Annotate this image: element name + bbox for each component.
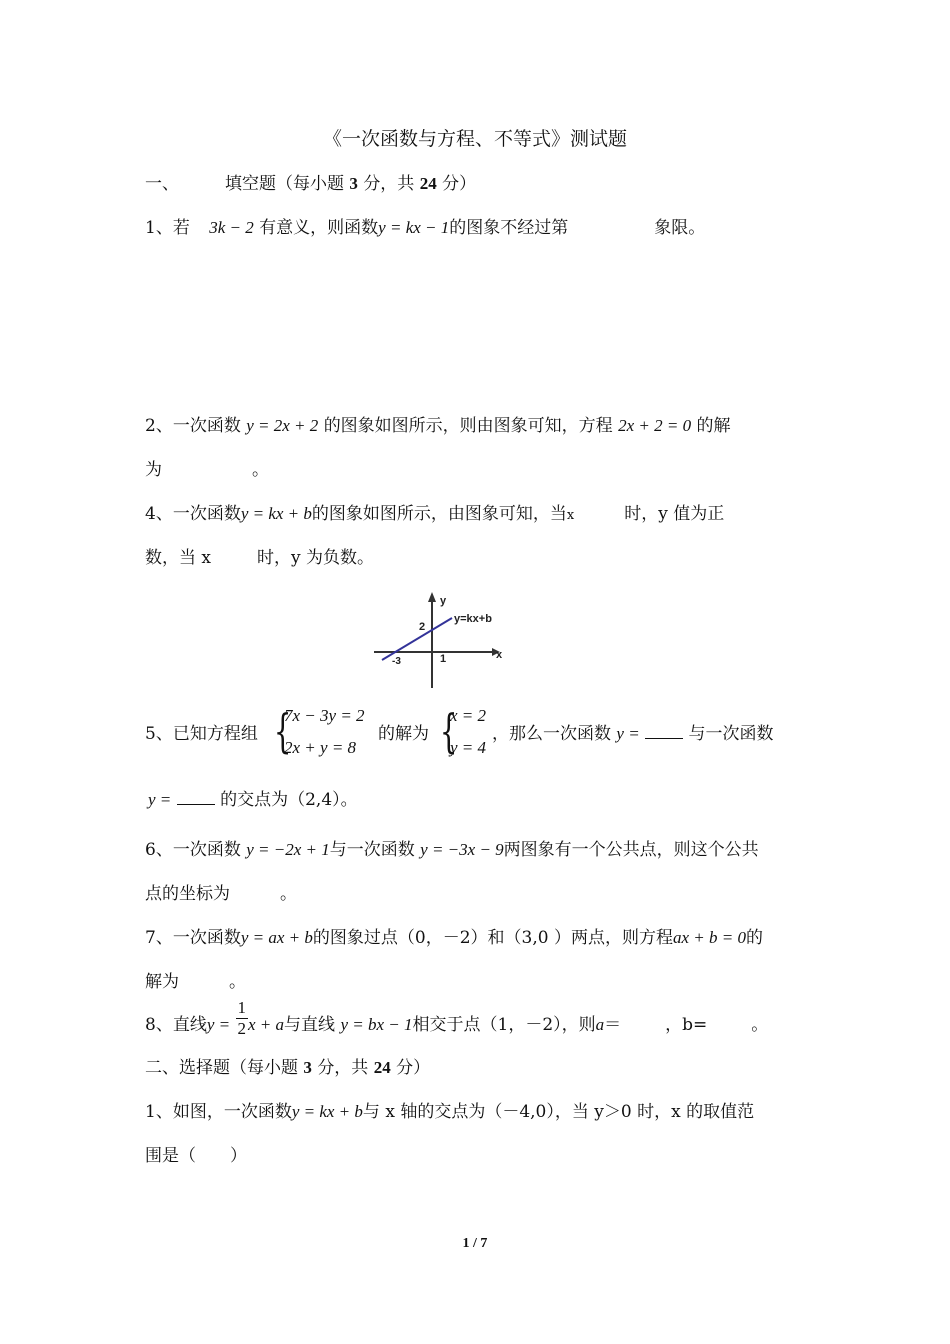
question-5-line-2 bbox=[148, 788, 358, 812]
question-6-line-2 bbox=[145, 882, 297, 906]
q7-equation: ax + b = 0 bbox=[672, 928, 746, 947]
section-label: 填空题（每小题 bbox=[225, 174, 344, 194]
page-number: 1 / 7 bbox=[462, 1236, 488, 1251]
q4-line2-end: 时，y 为负数。 bbox=[257, 548, 375, 568]
y-axis-label: y bbox=[440, 595, 447, 607]
q4-x-label: x bbox=[566, 508, 575, 523]
q2-text-2: 的解 bbox=[696, 416, 731, 436]
choice-question-1 bbox=[145, 1100, 754, 1124]
q5-equation-2: 2x + y = 8 bbox=[284, 738, 357, 757]
q7-text-1: 的图象过点（0，－2）和（3,0 ）两点，则方程 bbox=[312, 928, 673, 948]
x-tick-pos-label: 1 bbox=[440, 653, 447, 665]
q4-text-1: 的图象如图所示，由图象可知，当 bbox=[311, 504, 567, 524]
section-end: 分） bbox=[442, 174, 477, 194]
section-heading-multiple-choice bbox=[145, 1056, 430, 1080]
question-5 bbox=[145, 722, 258, 746]
q5-text-1: 的解为 bbox=[378, 724, 429, 744]
q7-line2-prefix: 解为 bbox=[145, 972, 179, 992]
q6-text-2: 两图象有一个公共点，则这个公共 bbox=[503, 840, 759, 860]
q4-function: y = kx + b bbox=[240, 504, 312, 523]
question-7 bbox=[145, 926, 763, 950]
q2-prefix: 2、一次函数 bbox=[145, 416, 241, 436]
q5-equation-1: 7x − 3y = 2 bbox=[284, 706, 365, 725]
q2-line2-end: 。 bbox=[252, 460, 269, 480]
q2-function: y = 2x + 2 bbox=[246, 416, 319, 435]
linear-function-graph bbox=[368, 588, 508, 692]
c1-line2: 围是（ ） bbox=[145, 1146, 247, 1166]
question-1 bbox=[145, 216, 705, 240]
section2-end: 分） bbox=[396, 1058, 431, 1078]
left-brace: { bbox=[273, 704, 292, 758]
q2-equation: 2x + 2 = 0 bbox=[618, 416, 692, 435]
q1-text-1: 有意义，则函数 bbox=[259, 218, 379, 238]
left-brace: { bbox=[439, 704, 458, 758]
question-8 bbox=[145, 998, 769, 1039]
question-7-line-2 bbox=[145, 970, 246, 994]
q5-blank-2[interactable] bbox=[177, 790, 215, 805]
q5-y-equals-2: y = bbox=[148, 790, 172, 809]
q8-text-2: 相交于点（1，－2），则 bbox=[412, 1015, 596, 1035]
choice-question-1-line-2 bbox=[145, 1144, 247, 1168]
question-4-line-2 bbox=[145, 546, 374, 570]
q6-line2-prefix: 点的坐标为 bbox=[145, 884, 230, 904]
question-6 bbox=[145, 838, 759, 862]
q6-line2-end: 。 bbox=[280, 884, 297, 904]
q8-function-rest: x + a bbox=[248, 1015, 285, 1034]
q6-text-1: 与一次函数 bbox=[329, 840, 415, 860]
question-4 bbox=[145, 502, 724, 528]
y-axis-arrow bbox=[428, 592, 436, 602]
q8-text-3: ，b= bbox=[665, 1015, 708, 1035]
q8-function-2: y = bx − 1 bbox=[340, 1015, 413, 1034]
section-mid: 分，共 bbox=[363, 174, 415, 194]
c1-text-1: 与 x 轴的交点为（－4,0），当 y＞0 时，x 的取值范 bbox=[362, 1102, 755, 1122]
total-score: 24 bbox=[419, 174, 437, 193]
q8-text-4: 。 bbox=[751, 1015, 769, 1035]
section2-total-score: 24 bbox=[373, 1058, 391, 1077]
q7-line2-end: 。 bbox=[229, 972, 246, 992]
x-axis-label: x bbox=[496, 649, 503, 661]
score-per-question: 3 bbox=[349, 174, 358, 193]
q5-text-2: ，那么一次函数 bbox=[492, 724, 611, 744]
y-tick-label: 2 bbox=[419, 621, 426, 633]
section-heading-fill-blank bbox=[145, 172, 476, 196]
q4-prefix: 4、一次函数 bbox=[145, 504, 241, 524]
line-label: y=kx+b bbox=[454, 613, 492, 625]
q1-text-3: 象限。 bbox=[654, 218, 706, 238]
q5-continued bbox=[492, 722, 774, 746]
q7-prefix: 7、一次函数 bbox=[145, 928, 241, 948]
q8-text-1: 与直线 bbox=[284, 1015, 336, 1035]
q5-prefix: 5、已知方程组 bbox=[145, 724, 258, 744]
q8-equals: ＝ bbox=[604, 1015, 622, 1035]
q8-a-variable: a bbox=[595, 1015, 605, 1034]
q5-solution-x: x = 2 bbox=[450, 706, 487, 725]
q5-y-equals-1: y = bbox=[616, 724, 640, 743]
q7-function: y = ax + b bbox=[240, 928, 313, 947]
q4-line2-prefix: 数，当 x bbox=[145, 548, 211, 568]
section2-score-per-question: 3 bbox=[303, 1058, 312, 1077]
q1-function: y = kx − 1 bbox=[378, 218, 450, 237]
c1-prefix: 1、如图，一次函数 bbox=[145, 1102, 292, 1122]
q4-text-2: 时，y 值为正 bbox=[624, 504, 725, 524]
fraction-denominator: 2 bbox=[237, 1019, 247, 1038]
c1-function: y = kx + b bbox=[291, 1102, 363, 1121]
page-title: 《一次函数与方程、不等式》测试题 bbox=[322, 128, 627, 150]
q8-fraction bbox=[236, 998, 249, 1039]
section2-label: 二、选择题（每小题 bbox=[145, 1058, 298, 1078]
fraction-numerator: 1 bbox=[237, 998, 247, 1017]
q5-solution-prefix bbox=[378, 722, 429, 746]
q6-function-2: y = −3x − 9 bbox=[420, 840, 504, 859]
q5-line2-end: 的交点为（2,4）。 bbox=[220, 790, 358, 810]
q1-text-2: 的图象不经过第 bbox=[449, 218, 569, 238]
x-tick-neg-label: -3 bbox=[392, 656, 401, 667]
q1-sqrt-expression: 3k − 2 bbox=[209, 218, 254, 237]
q8-y-equals: y = bbox=[206, 1015, 231, 1034]
section-number: 一、 bbox=[145, 174, 179, 194]
q2-text-1: 的图象如图所示，则由图象可知，方程 bbox=[323, 416, 613, 436]
section2-mid: 分，共 bbox=[317, 1058, 369, 1078]
q5-blank-1[interactable] bbox=[645, 724, 683, 739]
q5-text-3: 与一次函数 bbox=[688, 724, 774, 744]
q1-prefix: 1、若 bbox=[145, 218, 190, 238]
question-2-line-2 bbox=[145, 458, 269, 482]
q6-prefix: 6、一次函数 bbox=[145, 840, 241, 860]
q2-line2-prefix: 为 bbox=[145, 460, 162, 480]
question-2 bbox=[145, 414, 731, 438]
q6-function-1: y = −2x + 1 bbox=[246, 840, 330, 859]
q7-text-2: 的 bbox=[745, 928, 763, 948]
q8-prefix: 8、直线 bbox=[145, 1015, 207, 1035]
q5-solution-y: y = 4 bbox=[450, 738, 487, 757]
